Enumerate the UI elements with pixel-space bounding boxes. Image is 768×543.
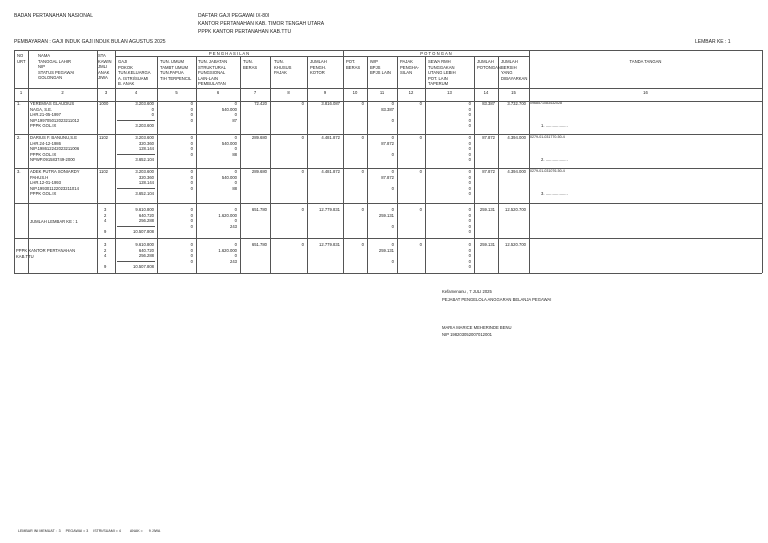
total-label: PPPK KANTOR PERTANAHAN: [16, 248, 76, 253]
col-header-sta: KAWIN: [98, 58, 112, 64]
iwp-deduction: 0: [391, 258, 394, 264]
salary-components: 640.720: [138, 247, 154, 253]
col-header-pot_beras: POT.: [346, 59, 356, 64]
col-header-bersih: JUMLAH: [501, 59, 518, 64]
salary-total: 3.652.104: [135, 191, 154, 196]
salary-components: 256.288: [138, 218, 154, 224]
other-deductions: 0: [468, 229, 471, 235]
col-header-kotor: KOTOR: [310, 70, 325, 76]
rice-deduction: 0: [361, 242, 364, 247]
other-deductions: 0: [468, 106, 471, 112]
salary-total: 10.507.808: [133, 229, 154, 234]
employee-info: PPPK GOL.IX: [30, 191, 57, 197]
position-allowance: 87: [232, 117, 237, 123]
total-deduction: 259.131: [479, 242, 495, 247]
other-deductions: 0: [468, 146, 471, 152]
gross-income: 3.816.087: [321, 101, 340, 106]
total-deduction: 87.872: [482, 135, 495, 140]
col-header-ttd: TANDA TANGAN: [629, 59, 662, 64]
column-number: 15: [511, 89, 516, 95]
col-header-gaji: GAJI: [118, 59, 128, 64]
tax-allowance: 0: [301, 135, 304, 140]
footer-lembar-value: 3: [58, 529, 61, 533]
other-deductions: 0: [468, 185, 471, 191]
col-header-khusus: TUN.: [274, 59, 284, 64]
salary-total: 10.507.808: [133, 264, 154, 269]
row-number: 2.: [17, 135, 21, 140]
total-deduction: 259.131: [479, 207, 495, 212]
general-allowance: 0: [190, 223, 193, 229]
general-allowance: 0: [190, 253, 193, 259]
general-allowance: 0: [190, 151, 193, 157]
iwp-deduction: 87.872: [381, 140, 394, 146]
employee-info: NIP.199301122023211014: [30, 185, 79, 191]
signer-name: MARIA MARICE MEHERINDE BENU: [442, 325, 512, 330]
other-deductions: 0: [468, 207, 471, 212]
penghasilan-group-header: P E N G H A S I L A N: [208, 51, 250, 56]
col-header-iwp: BPJS: [370, 64, 381, 70]
footer-istri-value: 4: [118, 529, 121, 533]
col-header-gaji: B. ANAK: [118, 81, 135, 87]
footer-istri-label: ISTRI/SUAMI =: [93, 529, 118, 533]
employee-info: NIP.199705012023211012: [30, 117, 80, 123]
other-deductions: 0: [468, 218, 471, 224]
footer-pegawai-label: PEGAWAI =: [65, 529, 86, 533]
signature-slot: 1. ...................: [541, 123, 568, 128]
salary-components: 9.610.800: [135, 242, 154, 247]
position-allowance: 0: [234, 253, 237, 259]
employee-info: ADEK PUTRA SONIARDY: [30, 169, 80, 174]
other-deductions: 0: [468, 169, 471, 174]
salary-total: 3.652.104: [135, 157, 154, 162]
signer-role: PEJABAT PENGELOLA ANGGARAN BELANJA PEGAWAI: [442, 297, 552, 302]
sheet-number: LEMBAR KE : 1: [695, 39, 731, 45]
general-allowance: 0: [190, 135, 193, 140]
position-allowance: 0: [234, 207, 237, 212]
position-allowance: 243: [230, 223, 237, 229]
general-allowance: 0: [190, 207, 193, 212]
column-number: 7: [253, 89, 257, 95]
col-header-sewa: TUNGGAKAN: [428, 64, 455, 70]
column-number: 3: [104, 89, 108, 95]
gross-income: 4.481.872: [321, 135, 340, 140]
col-header-umum: TIH TERPENCIL: [160, 75, 192, 81]
gross-income: 12.779.831: [319, 207, 340, 212]
tax-allowance: 0: [301, 101, 304, 106]
general-allowance: 0: [190, 169, 193, 174]
employee-info: NPWP.091583749-2000: [30, 157, 75, 163]
col-header-pot_beras: BERAS: [346, 64, 361, 70]
col-header-pajak: SILAN: [400, 70, 413, 76]
column-number: 6: [216, 89, 220, 95]
general-allowance: 0: [190, 101, 193, 106]
column-number: 13: [447, 89, 452, 95]
income-tax: 0: [419, 207, 422, 212]
column-number: 16: [643, 89, 648, 95]
salary-components: 128.144: [138, 180, 154, 186]
col-header-umum: TUN. UMUM: [160, 59, 184, 64]
other-deductions: 0: [468, 212, 471, 218]
salary-components: 128.144: [138, 146, 154, 152]
footer-jiwa-label: JIWA: [151, 529, 161, 533]
total-deduction: 87.872: [482, 169, 495, 174]
iwp-deduction: 0: [391, 169, 394, 174]
column-number: 10: [352, 89, 358, 95]
col-header-umum: TAMBT UMUM: [160, 64, 188, 70]
iwp-deduction: 0: [391, 223, 394, 229]
income-tax: 0: [419, 169, 422, 174]
position-allowance: 0: [234, 112, 237, 118]
col-header-jabatan: FUNGSIONAL: [198, 70, 226, 76]
iwp-deduction: 0: [391, 101, 394, 106]
rice-deduction: 0: [361, 169, 364, 174]
position-allowance: 540.000: [221, 174, 237, 180]
col-header-gaji: TUN.KELUARGA: [118, 70, 151, 76]
col-header-umum: TUN.PAPUA: [160, 70, 184, 76]
position-allowance: 540.000: [221, 140, 237, 146]
count-value: 2: [104, 247, 107, 253]
employee-info: PPPK GOL.IX: [30, 123, 57, 129]
salary-components: 256.288: [138, 253, 154, 259]
position-allowance: 88: [232, 151, 237, 157]
count-value: 4: [104, 218, 107, 224]
position-allowance: 88: [232, 185, 237, 191]
general-allowance: 0: [190, 146, 193, 152]
potongan-group-header: P O T O N G A N: [420, 51, 452, 56]
position-allowance: 0: [234, 242, 237, 247]
col-header-pajak: PAJAK: [400, 59, 413, 64]
net-pay: 12.520.700: [505, 242, 526, 247]
salary-total: 3.203.600: [135, 123, 154, 128]
salary-components: 0: [151, 112, 154, 118]
general-allowance: 0: [190, 242, 193, 247]
col-header-pajak: PENGHA-: [400, 64, 420, 70]
net-pay: 4.394.000: [507, 135, 526, 140]
col-header-no: NO: [17, 53, 24, 58]
iwp-deduction: 0: [391, 185, 394, 191]
general-allowance: 0: [190, 258, 193, 264]
general-allowance: 0: [190, 212, 193, 218]
footer-summary: [18, 530, 160, 534]
other-deductions: 0: [468, 151, 471, 157]
column-number: 9: [323, 89, 327, 95]
bank-account: 0279-01-031770-50-4: [530, 134, 565, 139]
income-tax: 0: [419, 101, 422, 106]
report-title: DAFTAR GAJI PEGAWAI IX-80I: [198, 13, 270, 19]
col-header-jml_pot: JUMLAH: [477, 59, 494, 64]
rice-deduction: 0: [361, 135, 364, 140]
col-header-bersih: BERSIH: [501, 64, 517, 70]
general-allowance: 0: [190, 180, 193, 186]
employee-info: PAHUS.H: [30, 174, 49, 180]
other-deductions: 0: [468, 112, 471, 118]
other-deductions: 0: [468, 191, 471, 197]
employee-info: PPPK GOL.IX: [30, 151, 57, 157]
gross-income: 4.481.872: [321, 169, 340, 174]
position-allowance: 1.620.000: [218, 247, 237, 253]
agency-name: BADAN PERTANAHAN NASIONAL: [14, 13, 94, 19]
footer-anak-label: ANAK =: [129, 529, 143, 533]
total-label: KAB.TTU: [16, 253, 34, 259]
employee-info: DARIUS F. BANUNU,S.E: [30, 135, 78, 140]
count-value: 4: [104, 253, 107, 259]
other-deductions: 0: [468, 157, 471, 163]
salary-components: 3.203.600: [135, 135, 154, 140]
gross-income: 12.779.831: [319, 242, 340, 247]
other-deductions: 0: [468, 135, 471, 140]
payment-description: PEMBAYARAN : GAJI INDUK GAJI INDUK BULAN AGUSTUS 2025: [14, 39, 166, 45]
count-value: 9: [104, 229, 107, 235]
employee-info: NAGA, S.E.: [30, 106, 53, 112]
footer-lembar-label: LEMBAR INI MEMUAT :: [18, 529, 57, 533]
rice-deduction: 0: [361, 101, 364, 106]
col-header-jml_pot: POTONGAN: [477, 64, 501, 70]
rice-allowance: 289.680: [251, 135, 267, 140]
col-header-bersih: DIBAYARKAN: [501, 75, 528, 81]
general-allowance: 0: [190, 140, 193, 146]
other-deductions: 0: [468, 242, 471, 247]
column-number: 1: [19, 89, 23, 95]
other-deductions: 0: [468, 117, 471, 123]
bank-account: 0279-01-031076-50-4: [530, 168, 565, 173]
col-header-sewa: UTANG LEBIH: [428, 70, 456, 76]
col-header-sta: STA: [98, 53, 106, 58]
position-allowance: 243: [230, 258, 237, 264]
salary-components: 320.360: [138, 140, 154, 146]
other-deductions: 0: [468, 223, 471, 229]
iwp-deduction: 259.131: [378, 247, 394, 253]
col-header-bersih: YANG: [501, 70, 513, 76]
general-allowance: 0: [190, 185, 193, 191]
column-number: 8: [287, 89, 290, 95]
col-header-iwp: IWP: [370, 59, 378, 64]
col-header-sewa: TAPERUM: [428, 81, 449, 87]
col-header-beras: TUN.: [243, 59, 253, 64]
col-header-nama: STATUS PEGAWAI: [38, 69, 75, 75]
col-header-nama: NAMA: [38, 53, 51, 58]
rice-allowance: 651.780: [251, 242, 267, 247]
salary-components: 0: [151, 106, 154, 112]
column-number: 14: [483, 89, 489, 95]
general-allowance: 0: [190, 117, 193, 123]
col-header-khusus: PAJAK: [274, 70, 287, 76]
iwp-deduction: 0: [391, 117, 394, 123]
position-allowance: 1.620.000: [218, 212, 237, 218]
footer-jiwa-value: 9: [148, 529, 151, 533]
column-number: 4: [134, 89, 138, 95]
signature-slot: 2. ...................: [541, 157, 568, 162]
other-deductions: 0: [468, 123, 471, 129]
total-label: JUMLAH LEMBAR KE : 1: [30, 218, 78, 224]
col-header-nama: TANGGAL LAHIR: [38, 58, 72, 64]
general-allowance: 0: [190, 218, 193, 224]
employee-info: LHR.24-12-1986: [30, 140, 61, 146]
count-value: 3: [104, 242, 107, 247]
row-number: 3.: [17, 169, 21, 174]
general-allowance: 0: [190, 112, 193, 118]
other-deductions: 0: [468, 180, 471, 186]
rice-allowance: 72.420: [254, 101, 267, 106]
col-header-khusus: KHUSUS: [274, 64, 292, 70]
tax-allowance: 0: [301, 242, 304, 247]
col-header-gaji: POKOK: [118, 64, 133, 70]
col-header-nama: GOLONGAN: [38, 75, 63, 81]
col-header-jabatan: TUN. JABATAN: [198, 59, 228, 64]
col-header-nama: NIP: [38, 64, 45, 70]
iwp-deduction: 259.131: [378, 212, 394, 218]
signature-slot: 3. ...................: [541, 191, 568, 196]
general-allowance: 0: [190, 247, 193, 253]
iwp-deduction: 0: [391, 242, 394, 247]
signer-nip: NIP 198203052007012001: [442, 332, 492, 337]
total-deduction: 83.387: [482, 101, 495, 106]
col-header-iwp: BPJS LAIN: [370, 70, 391, 76]
count-value: 9: [104, 264, 107, 270]
column-number: 5: [175, 89, 178, 95]
col-header-jabatan: STRUKTURAL: [198, 64, 226, 70]
employee-info: LHR.12-01-1993: [30, 180, 61, 186]
place-date: Kefamenanu , 7 JULI 2025: [442, 289, 492, 294]
iwp-deduction: 0: [391, 207, 394, 212]
marital-status-code: 1102: [99, 135, 109, 140]
position-allowance: 0: [234, 218, 237, 224]
net-pay: 3.732.700: [507, 101, 526, 106]
col-header-sewa: POT. LAIN: [428, 75, 448, 81]
tax-allowance: 0: [301, 169, 304, 174]
col-header-kotor: PENGH.: [310, 64, 327, 70]
col-header-gaji: A. ISTRI/SUAMI: [118, 75, 149, 81]
position-allowance: 0: [234, 135, 237, 140]
other-deductions: 0: [468, 258, 471, 264]
count-value: 2: [104, 212, 107, 218]
position-allowance: 0: [234, 146, 237, 152]
col-header-kotor: JUMLAH: [310, 59, 327, 64]
col-header-beras: BERAS: [243, 64, 258, 70]
office-name: KANTOR PERTANAHAN KAB. TIMOR TENGAH UTARA: [198, 21, 325, 27]
salary-components: 9.610.800: [135, 207, 154, 212]
col-header-jabatan: LAIN-LAIN: [198, 75, 219, 81]
footer-pegawai-value: 3: [86, 529, 89, 533]
iwp-deduction: 0: [391, 135, 394, 140]
ppk-name: PPPK KANTOR PERTANAHAN KAB.TTU: [198, 29, 292, 35]
net-pay: 12.520.700: [505, 207, 526, 212]
position-allowance: 0: [234, 169, 237, 174]
col-header-no: URT: [17, 58, 26, 64]
marital-status-code: 1102: [99, 169, 109, 174]
net-pay: 4.394.000: [507, 169, 526, 174]
other-deductions: 0: [468, 140, 471, 146]
iwp-deduction: 83.387: [381, 106, 394, 112]
column-number: 2: [61, 89, 64, 95]
other-deductions: 0: [468, 101, 471, 106]
iwp-deduction: 87.872: [381, 174, 394, 180]
other-deductions: 0: [468, 247, 471, 253]
col-header-sta: JIWA: [98, 75, 108, 81]
rice-allowance: 651.780: [251, 207, 267, 212]
other-deductions: 0: [468, 253, 471, 259]
col-header-jabatan: PEMBULATAN: [198, 81, 226, 87]
salary-components: 3.203.600: [135, 169, 154, 174]
marital-status-code: 1000: [99, 101, 109, 106]
row-number: 1.: [17, 101, 21, 106]
tax-allowance: 0: [301, 207, 304, 212]
col-header-sewa: SEWA RMH: [428, 59, 451, 64]
col-header-sta: ANAK: [98, 69, 110, 75]
employee-info: LHR.21-05-1997: [30, 112, 61, 118]
employee-info: YEREMIAS GLAUDIUS: [30, 101, 75, 106]
general-allowance: 0: [190, 174, 193, 180]
position-allowance: 540.000: [221, 106, 237, 112]
other-deductions: 0: [468, 264, 471, 270]
rice-allowance: 289.680: [251, 169, 267, 174]
position-allowance: 0: [234, 101, 237, 106]
general-allowance: 0: [190, 106, 193, 112]
position-allowance: 0: [234, 180, 237, 186]
col-header-sta: JMLI: [98, 64, 108, 70]
income-tax: 0: [419, 242, 422, 247]
salary-components: 3.203.600: [135, 101, 154, 106]
income-tax: 0: [419, 135, 422, 140]
other-deductions: 0: [468, 174, 471, 180]
column-number: 12: [408, 89, 414, 95]
salary-components: 320.360: [138, 174, 154, 180]
iwp-deduction: 0: [391, 151, 394, 157]
salary-components: 640.720: [138, 212, 154, 218]
employee-info: NIP.198612242023211006: [30, 146, 80, 152]
rice-deduction: 0: [361, 207, 364, 212]
bank-account: 0968571083432028: [530, 100, 562, 105]
column-number: 11: [379, 89, 385, 95]
count-value: 3: [104, 207, 107, 212]
